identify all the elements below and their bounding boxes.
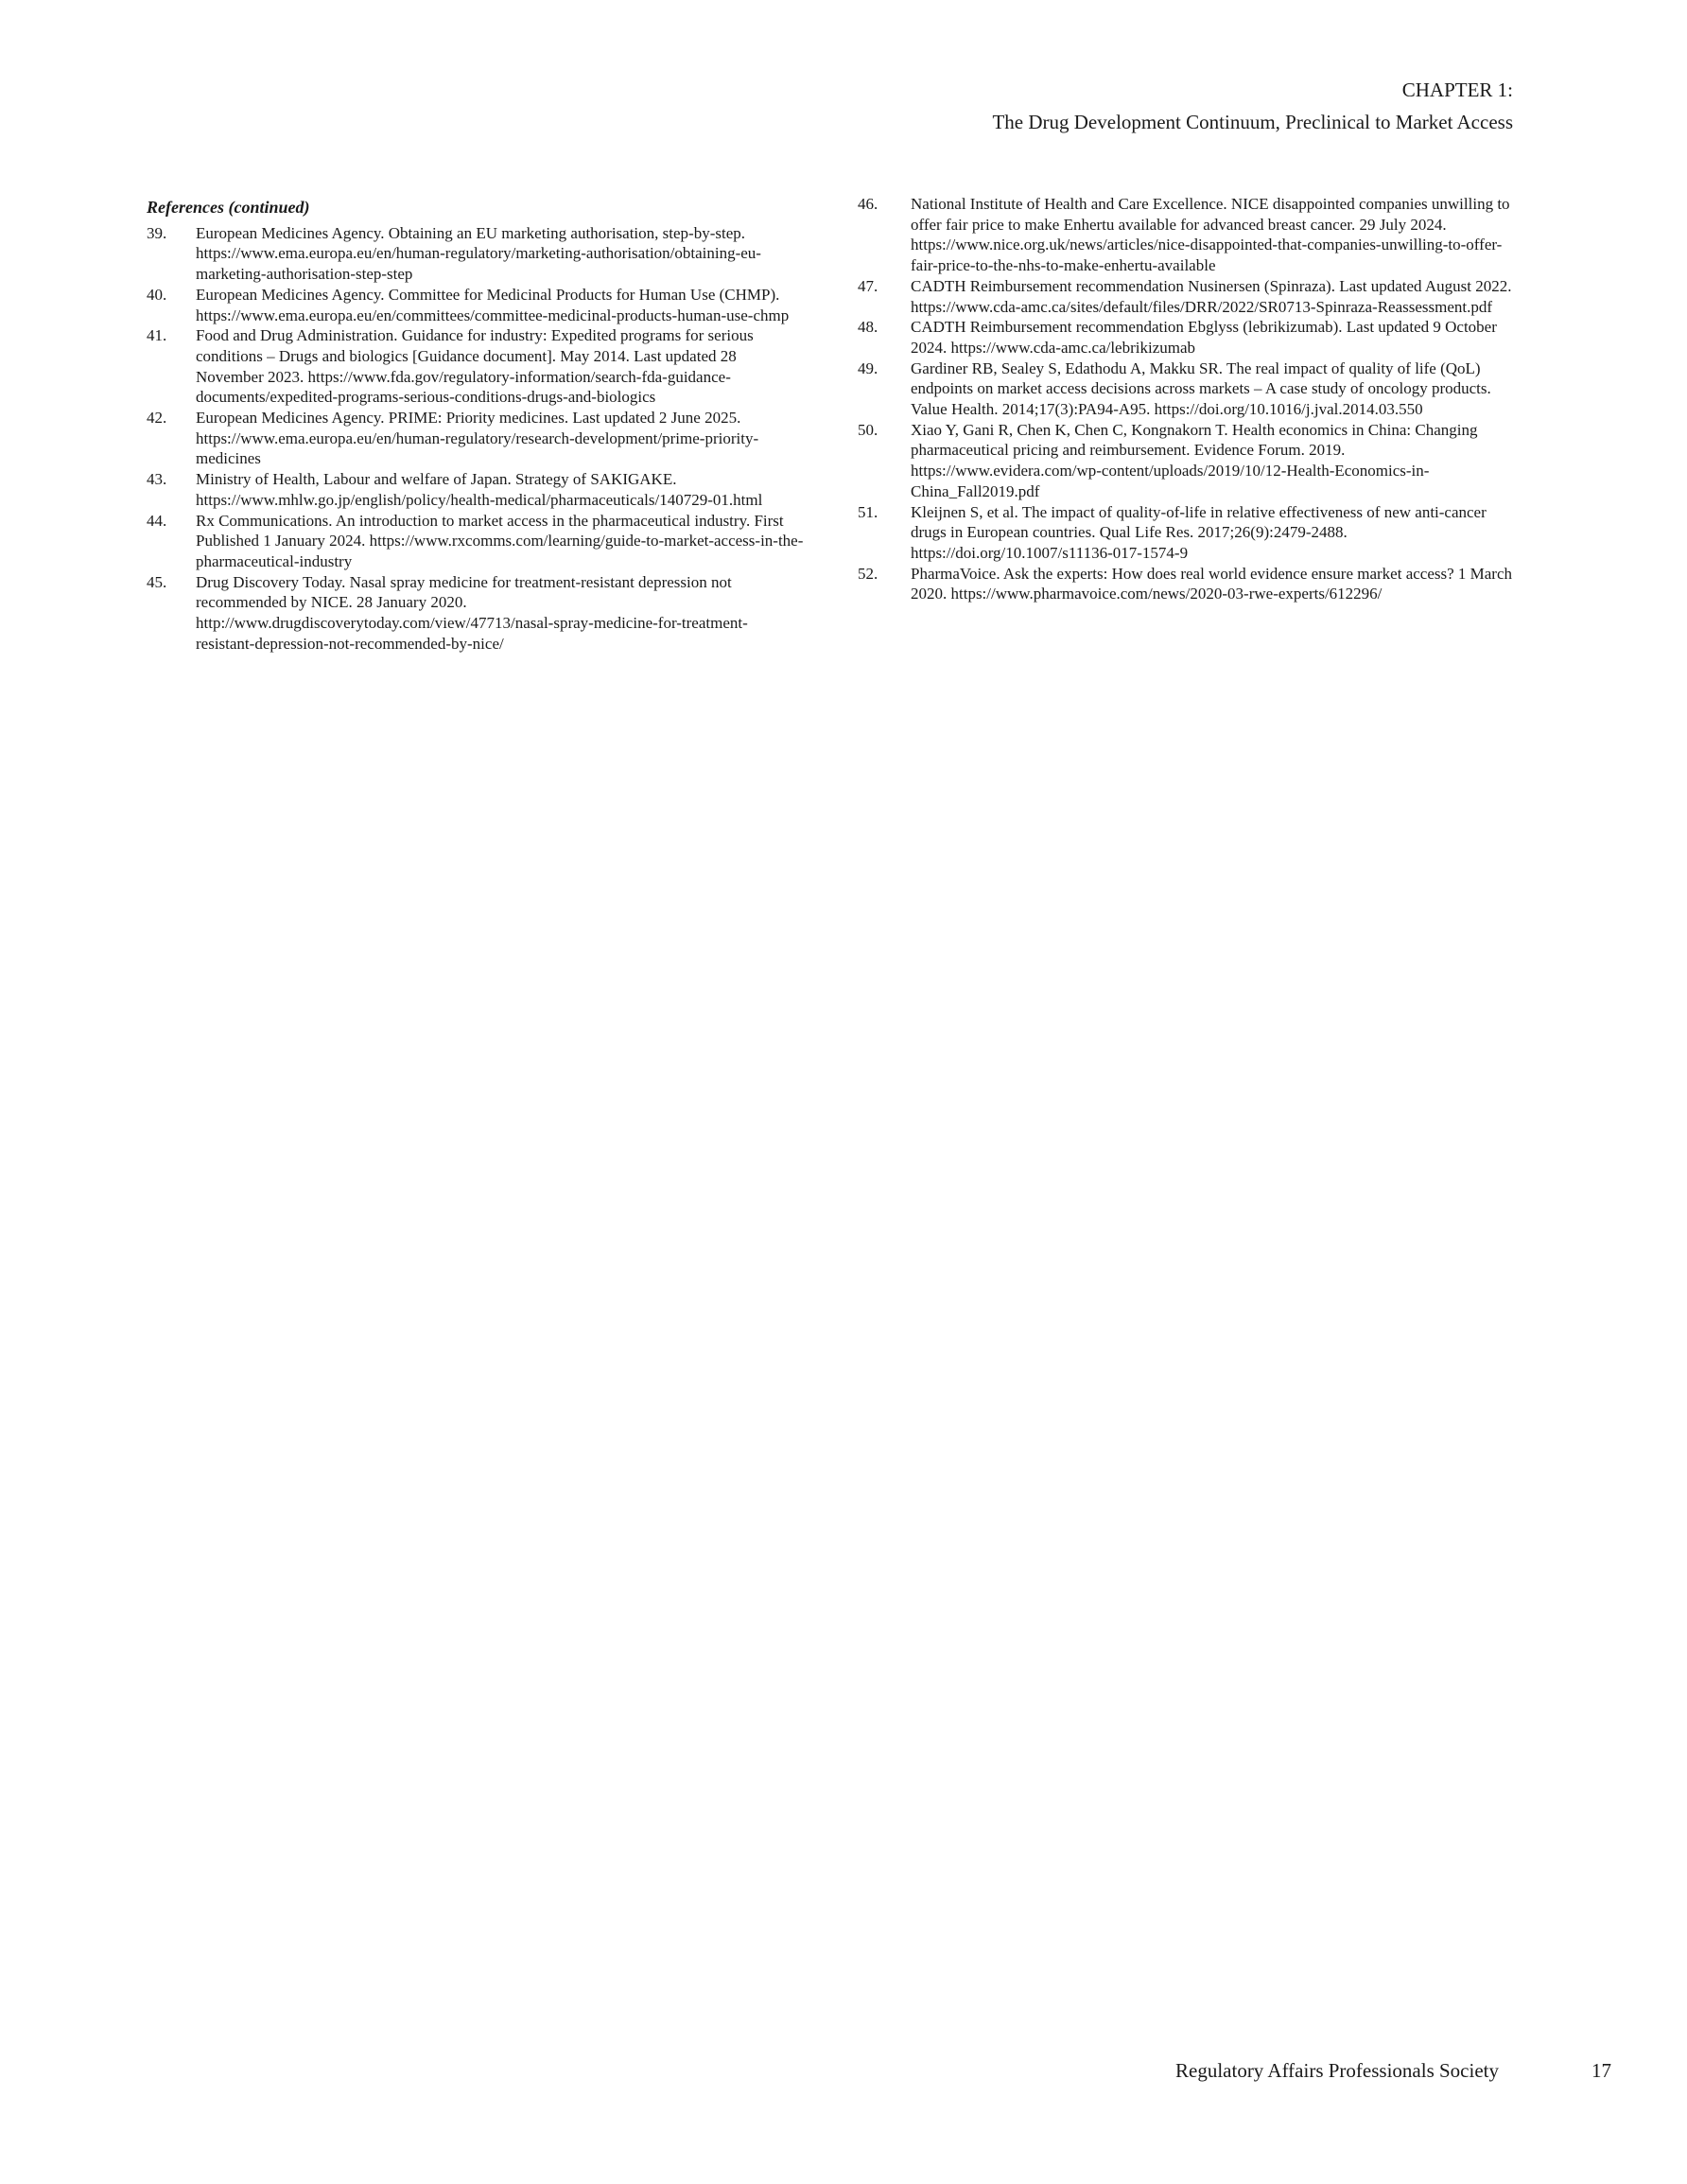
chapter-title: The Drug Development Continuum, Preclinical to Market Access xyxy=(992,111,1513,133)
reference-number: 42. xyxy=(147,409,167,428)
reference-text: Kleijnen S, et al. The impact of quality-of-life in relative effectiveness of new anti-cancer drugs in European countries. Qual Life Res. 2017;26(9):2479-2488. https://doi.org/10.1007/s11136-017-1574-9 xyxy=(911,502,1487,562)
reference-number: 41. xyxy=(147,326,167,345)
reference-item xyxy=(858,276,1520,317)
reference-text: Xiao Y, Gani R, Chen K, Chen C, Kongnakorn T. Health economics in China: Changing pharmaceutical pricing and reimbursement. Evidence Forum. 2019. https://www.evidera.com/wp-content/uploads/2019/10/12-Health-Economics-in-China_Fall2019.pdf xyxy=(911,420,1478,500)
page-number: 17 xyxy=(1591,2059,1611,2082)
running-header xyxy=(992,74,1513,138)
reference-item xyxy=(858,194,1520,276)
reference-text: Food and Drug Administration. Guidance for industry: Expedited programs for serious conditions – Drugs and biologics [Guidance document]. May 2014. Last updated 28 November 2023. https://www.fda.gov/regulatory-information/search-fda-guidance-documents/expedited-programs-serious-conditions-drugs-and-biologics xyxy=(196,326,754,407)
references-column-right xyxy=(858,194,1520,604)
reference-text: CADTH Reimbursement recommendation Ebglyss (lebrikizumab). Last updated 9 October 2024. https://www.cda-amc.ca/lebrikizumab xyxy=(911,318,1497,357)
reference-number: 39. xyxy=(147,223,167,242)
reference-number: 50. xyxy=(858,420,878,439)
reference-item xyxy=(147,469,804,510)
section-heading: References (continued) xyxy=(147,198,310,217)
reference-item xyxy=(858,564,1520,604)
reference-text: European Medicines Agency. Committee for Medicinal Products for Human Use (CHMP). https://www.ema.europa.eu/en/committees/committee-medicinal-products-human-use-chmp xyxy=(196,285,790,324)
reference-number: 52. xyxy=(858,564,878,583)
reference-number: 51. xyxy=(858,502,878,521)
footer-organization: Regulatory Affairs Professionals Society xyxy=(1175,2059,1499,2082)
reference-text: National Institute of Health and Care Excellence. NICE disappointed companies unwilling to offer fair price to make Enhertu available for advanced breast cancer. 29 July 2024. https://www.nice.org.uk/news/articles/nice-disappointed-that-companies-unwilling-to-offer-fair-price-to-the-nhs-to-make-enhertu-available xyxy=(911,195,1510,275)
reference-item xyxy=(147,223,804,285)
reference-item xyxy=(147,285,804,325)
reference-item xyxy=(147,408,804,469)
reference-number: 43. xyxy=(147,470,167,489)
reference-text: CADTH Reimbursement recommendation Nusinersen (Spinraza). Last updated August 2022. https://www.cda-amc.ca/sites/default/files/DRR/2022/SR0713-Spinraza-Reassessment.pdf xyxy=(911,276,1512,316)
reference-text: PharmaVoice. Ask the experts: How does real world evidence ensure market access? 1 March 2020. https://www.pharmavoice.com/news/2020-03-rwe-experts/612296/ xyxy=(911,564,1513,603)
reference-number: 40. xyxy=(147,285,167,304)
reference-text: Gardiner RB, Sealey S, Edathodu A, Makku SR. The real impact of quality of life (QoL) endpoints on market access decisions across markets – A case study of oncology products. Value Health. 2014;17(3):PA94-A95. https://doi.org/10.1016/j.jval.2014.03.550 xyxy=(911,358,1491,419)
reference-text: Rx Communications. An introduction to market access in the pharmaceutical industry. First Published 1 January 2024. https://www.rxcomms.com/learning/guide-to-market-access-in-the-pharmaceutical-industry xyxy=(196,511,804,570)
reference-item xyxy=(147,572,804,655)
reference-item xyxy=(147,511,804,572)
reference-list-left xyxy=(147,223,804,655)
reference-item xyxy=(147,325,804,408)
reference-item xyxy=(858,317,1520,358)
reference-item xyxy=(858,502,1520,564)
reference-number: 48. xyxy=(858,318,878,337)
references-column-left xyxy=(147,194,804,654)
reference-text: Ministry of Health, Labour and welfare of Japan. Strategy of SAKIGAKE. https://www.mhlw.go.jp/english/policy/health-medical/pharmaceuticals/140729-01.html xyxy=(196,470,763,509)
reference-number: 47. xyxy=(858,276,878,295)
reference-text: European Medicines Agency. PRIME: Priority medicines. Last updated 2 June 2025. https://www.ema.europa.eu/en/human-regulatory/research-development/prime-priority-medicines xyxy=(196,409,759,468)
reference-text: Drug Discovery Today. Nasal spray medicine for treatment-resistant depression not recommended by NICE. 28 January 2020. http://www.drugdiscoverytoday.com/view/47713/nasal-spray-medicine-for-treatment-resistant-depression-not-recommended-by-nice/ xyxy=(196,572,748,653)
reference-item xyxy=(858,358,1520,420)
reference-text: European Medicines Agency. Obtaining an EU marketing authorisation, step-by-step. https://www.ema.europa.eu/en/human-regulatory/marketing-authorisation/obtaining-eu-marketing-authorisation-step-step xyxy=(196,223,761,284)
reference-item xyxy=(858,420,1520,502)
reference-list-right xyxy=(858,194,1520,604)
chapter-label: CHAPTER 1: xyxy=(1401,79,1513,101)
reference-number: 45. xyxy=(147,572,167,591)
reference-number: 44. xyxy=(147,511,167,530)
reference-number: 49. xyxy=(858,358,878,377)
reference-number: 46. xyxy=(858,195,878,213)
